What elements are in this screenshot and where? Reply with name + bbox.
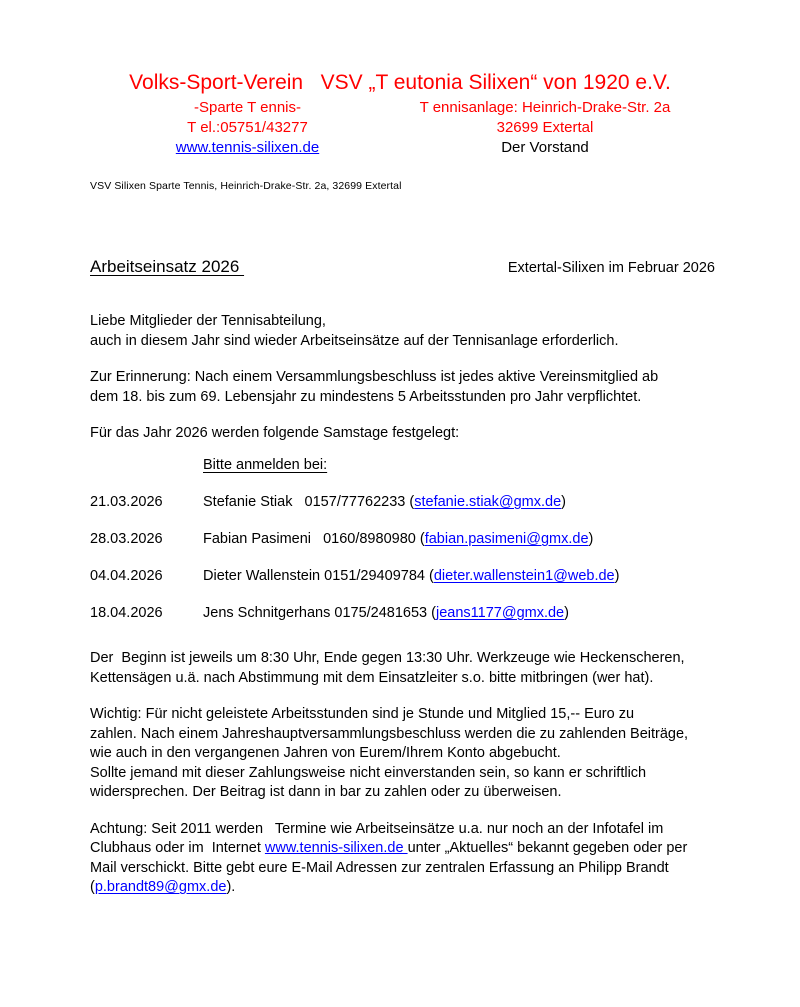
list-item bbox=[90, 604, 720, 641]
letterhead bbox=[0, 70, 800, 160]
open-paren: ( bbox=[428, 568, 434, 584]
letterhead-right-column bbox=[380, 98, 710, 158]
times-line-1: Der Beginn ist jeweils um 8:30 Uhr, Ende gegen 13:30 Uhr. Werkzeuge wie Heckenscheren, bbox=[90, 650, 685, 666]
appointment-date: 04.04.2026 bbox=[90, 568, 163, 584]
list-item bbox=[90, 493, 720, 530]
salutation-line-2: auch in diesem Jahr sind wieder Arbeitseinsätze auf der Tennisanlage erforderlich. bbox=[90, 332, 619, 349]
appointment-email-link[interactable]: stefanie.stiak@gmx.de bbox=[414, 494, 562, 510]
letterhead-columns bbox=[0, 98, 800, 160]
important-line-5: widersprechen. Der Beitrag ist dann in bar zu zahlen oder zu überweisen. bbox=[90, 784, 562, 800]
notice-line-1: Achtung: Seit 2011 werden Termine wie Arbeitseinsätze u.a. nur noch an der Infotafel im bbox=[90, 820, 664, 837]
notice-paragraph bbox=[90, 820, 720, 898]
dates-intro-line: Für das Jahr 2026 werden folgende Samstage festgelegt: bbox=[90, 425, 460, 441]
sender-address-line: VSV Silixen Sparte Tennis, Heinrich-Drake-Str. 2a, 32699 Extertal bbox=[90, 180, 402, 192]
appointment-contact bbox=[203, 493, 566, 513]
reminder-line-2: dem 18. bis zum 69. Lebensjahr zu mindestens 5 Arbeitsstunden pro Jahr verpflichtet. bbox=[90, 388, 642, 405]
appointment-date: 21.03.2026 bbox=[90, 494, 163, 510]
signup-heading bbox=[90, 456, 720, 476]
reminder-paragraph bbox=[90, 368, 720, 407]
close-paren: ) bbox=[561, 494, 566, 510]
open-paren: ( bbox=[431, 605, 436, 621]
open-paren: ( bbox=[419, 531, 425, 547]
appointment-email-link[interactable]: jeans1177@gmx.de bbox=[436, 605, 565, 621]
appointment-name-phone: Fabian Pasimeni 0160/8980980 bbox=[203, 531, 420, 547]
page-title: Arbeitseinsatz 2026 bbox=[90, 257, 245, 276]
facility-city-line: 32699 Extertal bbox=[496, 119, 594, 136]
appointment-name-phone: Dieter Wallenstein 0151/29409784 bbox=[203, 568, 429, 584]
subject-row bbox=[90, 256, 715, 278]
appointment-email-link[interactable]: dieter.wallenstein1@web.de bbox=[433, 568, 615, 584]
appointment-email-link[interactable]: fabian.pasimeni@gmx.de bbox=[424, 531, 589, 547]
reminder-line-1: Zur Erinnerung: Nach einem Versammlungsbeschluss ist jedes aktive Vereinsmitglied ab bbox=[90, 369, 659, 385]
notice-line-2 bbox=[90, 839, 720, 859]
times-line-2: Kettensägen u.ä. nach Abstimmung mit dem Einsatzleiter s.o. bitte mitbringen (wer hat). bbox=[90, 669, 654, 686]
appointment-date: 28.03.2026 bbox=[90, 531, 163, 547]
close-paren: ) bbox=[564, 605, 569, 621]
signup-heading-label: Bitte anmelden bei: bbox=[203, 456, 328, 473]
facility-address-line: T ennisanlage: Heinrich-Drake-Str. 2a bbox=[419, 99, 671, 116]
salutation-paragraph bbox=[90, 312, 720, 351]
appointment-name-phone: Stefanie Stiak 0157/77762233 bbox=[203, 494, 410, 510]
appointment-contact bbox=[203, 567, 619, 587]
list-item bbox=[90, 530, 720, 567]
important-line-3: wie auch in den vergangenen Jahren von Eurem/Ihrem Konto abgebucht. bbox=[90, 745, 561, 761]
board-signature-line: Der Vorstand bbox=[501, 139, 589, 156]
close-paren: ) bbox=[614, 568, 620, 584]
list-item bbox=[90, 567, 720, 604]
place-and-date: Extertal-Silixen im Februar 2026 bbox=[507, 260, 715, 276]
notice-tail: ). bbox=[226, 879, 236, 895]
notice-line-3: Mail verschickt. Bitte gebt eure E-Mail Adressen zur zentralen Erfassung an Philipp Brandt bbox=[90, 859, 669, 876]
salutation-line-1: Liebe Mitglieder der Tennisabteilung, bbox=[90, 313, 326, 329]
letter-body bbox=[90, 312, 720, 915]
department-line: -Sparte T ennis- bbox=[194, 99, 301, 116]
important-line-4: Sollte jemand mit dieser Zahlungsweise nicht einverstanden sein, so kann er schriftlich bbox=[90, 764, 647, 781]
important-line-1: Wichtig: Für nicht geleistete Arbeitsstunden sind je Stunde und Mitglied 15,-- Euro zu bbox=[90, 706, 635, 722]
dates-intro-paragraph bbox=[90, 424, 720, 444]
appointment-date: 18.04.2026 bbox=[90, 605, 163, 621]
contact-email-link[interactable]: p.brandt89@gmx.de bbox=[94, 879, 227, 895]
notice-text-before-link: Clubhaus oder im Internet bbox=[90, 840, 265, 856]
notice-line-4 bbox=[90, 878, 720, 898]
club-title: Volks-Sport-Verein VSV „T eutonia Silixen“ von 1920 e.V. bbox=[129, 71, 671, 94]
important-paragraph bbox=[90, 705, 720, 803]
notice-text-after-link: unter „Aktuelles“ bekannt gegeben oder per bbox=[407, 840, 688, 856]
times-paragraph bbox=[90, 649, 720, 688]
appointment-list bbox=[90, 493, 720, 641]
letterhead-left-column bbox=[95, 98, 400, 158]
header-website-link[interactable]: www.tennis-silixen.de bbox=[175, 139, 320, 156]
phone-line: T el.:05751/43277 bbox=[187, 119, 308, 136]
open-paren: ( bbox=[90, 879, 95, 895]
close-paren: ) bbox=[588, 531, 594, 547]
appointment-contact bbox=[203, 530, 593, 550]
notice-website-link[interactable]: www.tennis-silixen.de bbox=[264, 840, 408, 856]
appointment-contact bbox=[203, 604, 569, 624]
important-line-2: zahlen. Nach einem Jahreshauptversammlungsbeschluss werden die zu zahlenden Beiträge, bbox=[90, 725, 689, 742]
open-paren: ( bbox=[409, 494, 415, 510]
appointment-name-phone: Jens Schnitgerhans 0175/2481653 bbox=[203, 605, 432, 621]
